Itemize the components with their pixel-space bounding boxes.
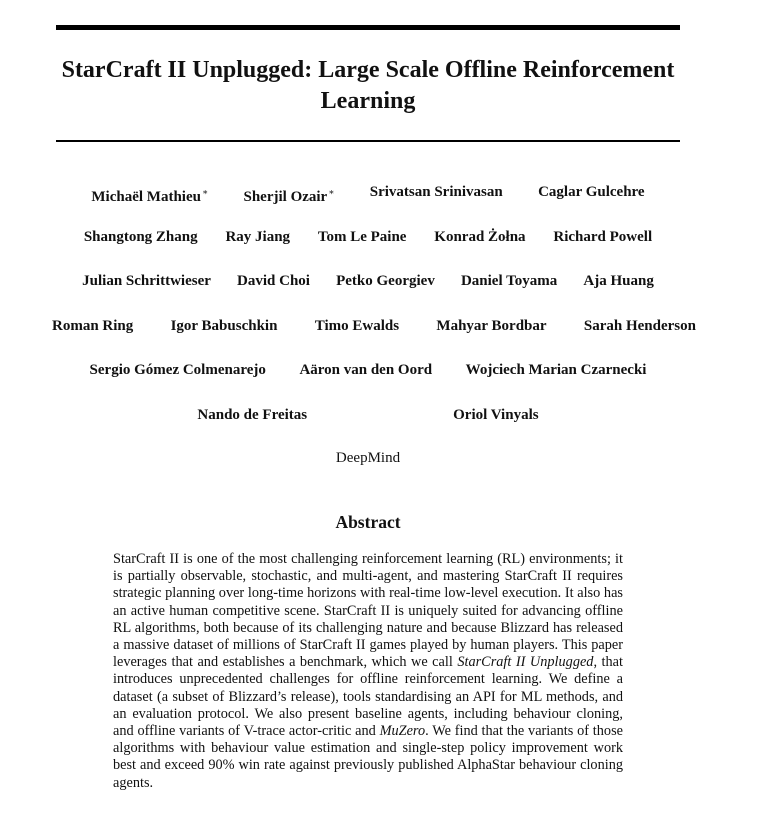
author: Aja Huang (583, 273, 654, 290)
author: Ray Jiang (225, 228, 291, 245)
author: Aäron van den Oord (299, 362, 433, 379)
author: Petko Georgiev (336, 273, 435, 290)
top-rule (56, 25, 680, 30)
author-row (56, 271, 680, 316)
author: Mahyar Bordbar (436, 317, 547, 334)
author-row (56, 405, 680, 450)
abstract-text-part: . We find that the variants of those algorithms with behaviour value estimation and single-step policy improvement work best and exceed 90% win rate against previously published AlphaStar behaviour cloning agents. (113, 723, 623, 791)
abstract-text-part: StarCraft II is one of the most challenging reinforcement learning (RL) environments; it is partially observable, stochastic, and multi-agent, and mastering StarCraft II requires strategic planning over long-time horizons with real-time low-level execution. It also has an active human competitive scene. StarCraft II is uniquely suited for advancing offline RL algorithms, both because of its challenging nature and because Blizzard has released a massive dataset of millions of StarCraft II games played by human players. This paper leverages that and establishes a benchmark, which we call (113, 551, 623, 671)
affiliation: DeepMind (335, 450, 401, 466)
author-row (56, 360, 680, 405)
author: Timo Ewalds (314, 317, 400, 334)
author: Daniel Toyama (460, 273, 558, 290)
author: Sherjil Ozair∗ (243, 187, 335, 205)
author: Srivatsan Srinivasan (369, 184, 503, 200)
author: David Choi (237, 273, 310, 290)
author: Richard Powell (553, 228, 653, 245)
author-row (56, 227, 680, 272)
paper-title: StarCraft II Unplugged: Large Scale Offline Reinforcement Learning (61, 57, 675, 114)
author: Michaël Mathieu∗ (91, 187, 209, 205)
author: Igor Babuschkin (170, 317, 278, 334)
abstract-body (113, 551, 623, 792)
abstract-heading: Abstract (335, 512, 401, 532)
abstract-text-part: , that introduces unprecedented challenges for offline reinforcement learning. We define a dataset (a subset of Blizzard’s release), tools standardising an API for ML methods, and an evaluation protocol. We also present baseline agents, including behaviour cloning, and offline variants of V-trace actor-critic and (113, 654, 623, 740)
author: Shangtong Zhang (83, 228, 198, 245)
algorithm-name: MuZero (379, 723, 426, 740)
benchmark-name: StarCraft II Unplugged (457, 654, 594, 671)
author: Sergio Gómez Colmenarejo (89, 362, 266, 379)
author: Oriol Vinyals (453, 406, 539, 423)
author: Julian Schrittwieser (82, 273, 211, 290)
author-list (52, 182, 696, 450)
title-bottom-rule (56, 140, 680, 142)
author: Caglar Gulcehre (538, 184, 645, 200)
author: Tom Le Paine (317, 228, 407, 245)
author: Wojciech Marian Czarnecki (465, 362, 647, 379)
author: Roman Ring (52, 317, 134, 334)
author: Konrad Żołna (434, 228, 526, 245)
equal-contribution-mark: ∗ (201, 187, 209, 197)
author: Nando de Freitas (197, 406, 308, 423)
author-row (56, 182, 680, 227)
equal-contribution-mark: ∗ (328, 187, 335, 197)
author: Sarah Henderson (583, 317, 696, 334)
author-row (52, 316, 696, 361)
